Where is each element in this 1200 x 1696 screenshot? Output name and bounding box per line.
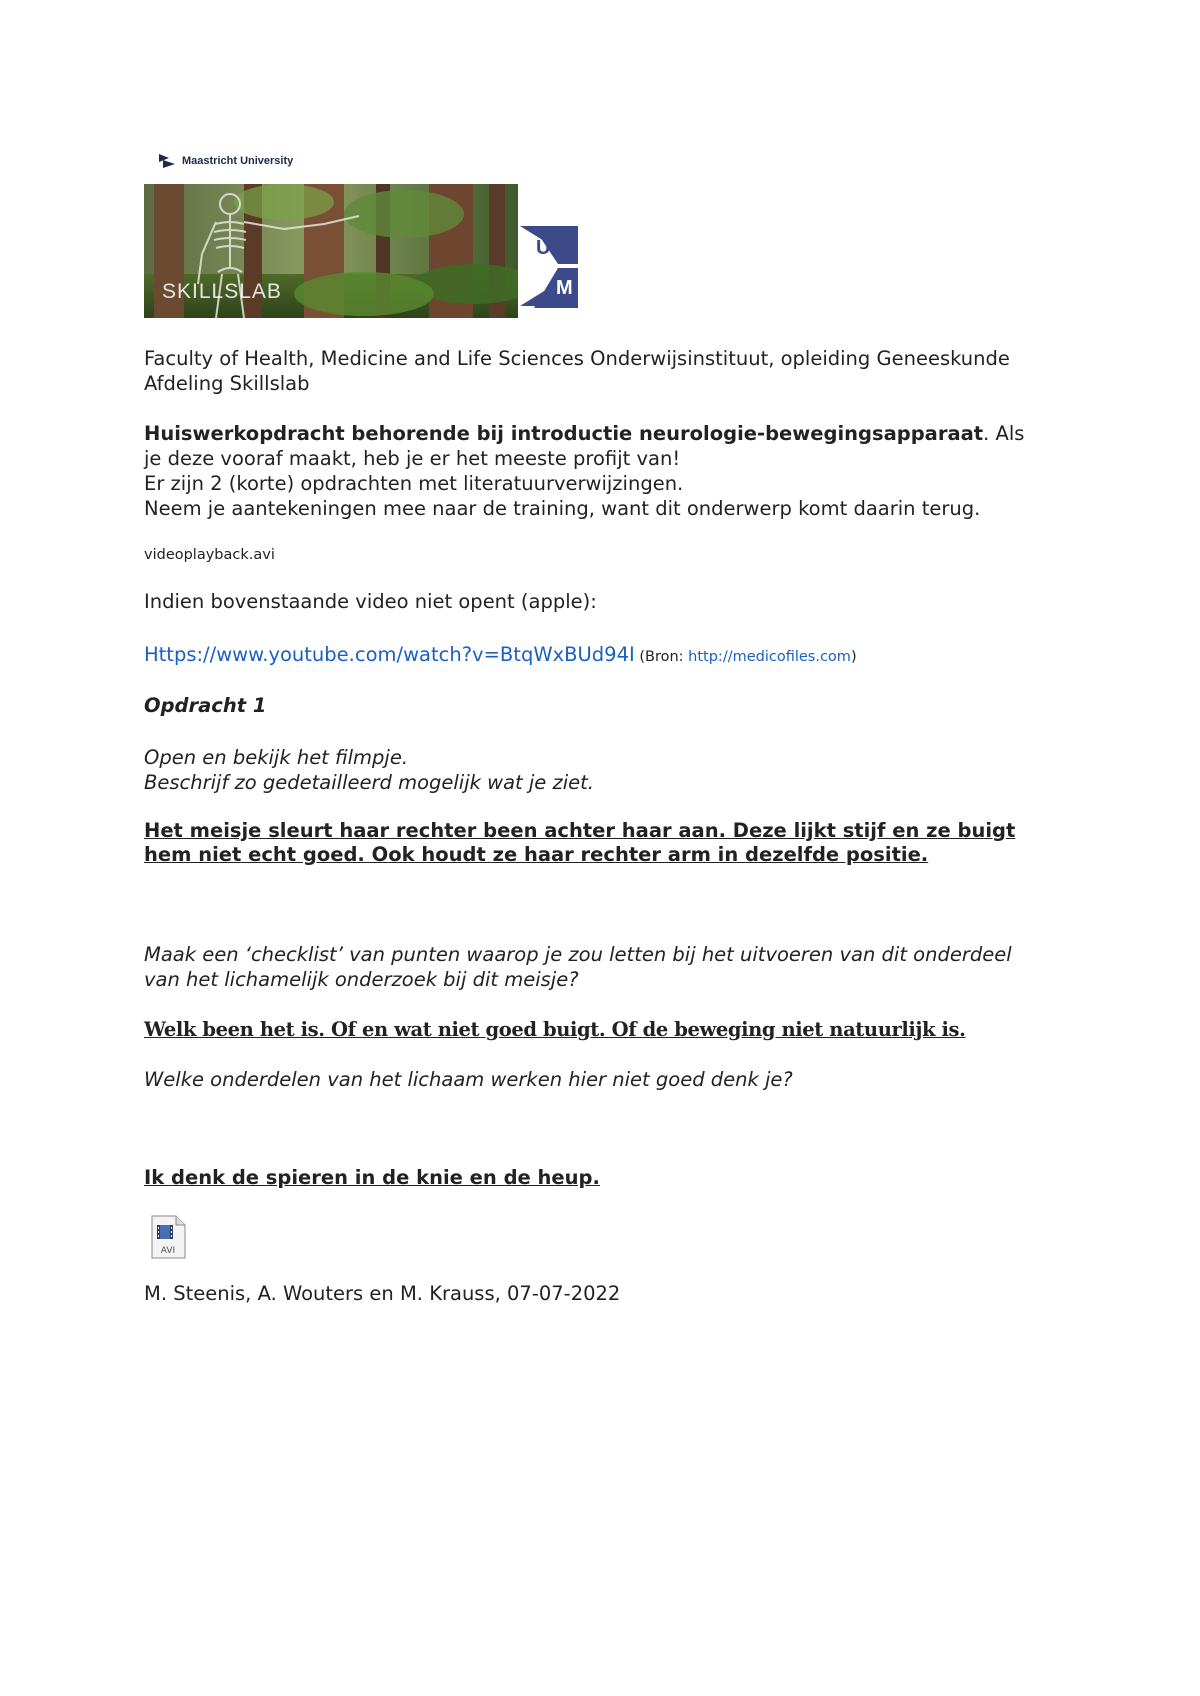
opdracht-1-heading: Opdracht 1 — [144, 694, 267, 717]
instruction-line-1: Open en bekijk het filmpje. — [144, 746, 409, 769]
faculty-line: Faculty of Health, Medicine and Life Sciences Onderwijsinstituut, opleiding Geneeskunde — [144, 347, 1010, 370]
svg-text:U: U — [536, 237, 551, 259]
answer-2: Welk been het is. Of en wat niet goed buigt. Of de beweging niet natuurlijk is. — [144, 1018, 966, 1041]
question-2-line-2: van het lichamelijk onderzoek bij dit meisje? — [144, 968, 579, 991]
skillslab-banner-image — [144, 184, 518, 318]
answer-1-line-2: hem niet echt goed. Ook houdt ze haar rechter arm in dezelfde positie. — [144, 843, 929, 866]
video-fallback-text: Indien bovenstaande video niet opent (apple): — [144, 590, 597, 613]
skillslab-banner-text: SKILLSLAB — [162, 280, 282, 303]
authors-line: M. Steenis, A. Wouters en M. Krauss, 07-07-2022 — [144, 1282, 621, 1305]
source-prefix: (Bron: — [634, 649, 689, 665]
svg-text:AVI: AVI — [160, 1246, 176, 1256]
assignment-line-2: je deze vooraf maakt, heb je er het meeste profijt van! — [144, 447, 681, 470]
question-3: Welke onderdelen van het lichaam werken hier niet goed denk je? — [144, 1068, 793, 1091]
avi-file-icon[interactable] — [148, 1215, 188, 1259]
answer-1-line-1: Het meisje sleurt haar rechter been achter haar aan. Deze lijkt stijf en ze buigt — [144, 819, 1016, 842]
instruction-line-2: Beschrijf zo gedetailleerd mogelijk wat je ziet. — [144, 771, 594, 794]
assignment-title-paragraph — [144, 421, 1064, 446]
department-line: Afdeling Skillslab — [144, 372, 310, 395]
maastricht-logo-mark-icon — [158, 152, 176, 170]
assignment-line-3: Er zijn 2 (korte) opdrachten met literatuurverwijzingen. — [144, 472, 684, 495]
video-filename-link[interactable]: videoplayback.avi — [144, 547, 275, 563]
source-link[interactable]: http://medicofiles.com — [688, 649, 851, 665]
svg-text:M: M — [556, 277, 573, 299]
assignment-title-rest: . Als — [983, 422, 1025, 445]
youtube-link[interactable]: Https://www.youtube.com/watch?v=BtqWxBUd94I — [144, 643, 635, 666]
maastricht-university-logo — [158, 148, 293, 174]
assignment-line-4: Neem je aantekeningen mee naar de training, want dit onderwerp komt daarin terug. — [144, 497, 981, 520]
assignment-title: Huiswerkopdracht behorende bij introductie neurologie-bewegingsapparaat — [144, 422, 984, 445]
university-logo-text: Maastricht University — [182, 155, 294, 167]
youtube-link-paragraph — [144, 642, 1064, 667]
answer-3: Ik denk de spieren in de knie en de heup. — [144, 1166, 600, 1189]
source-suffix: ) — [850, 649, 857, 665]
document-page — [144, 148, 1064, 1306]
header-logos — [144, 148, 604, 318]
um-logo-icon — [518, 224, 588, 308]
question-2-line-1: Maak een ‘checklist’ van punten waarop je zou letten bij het uitvoeren van dit onderdeel — [144, 943, 1012, 966]
